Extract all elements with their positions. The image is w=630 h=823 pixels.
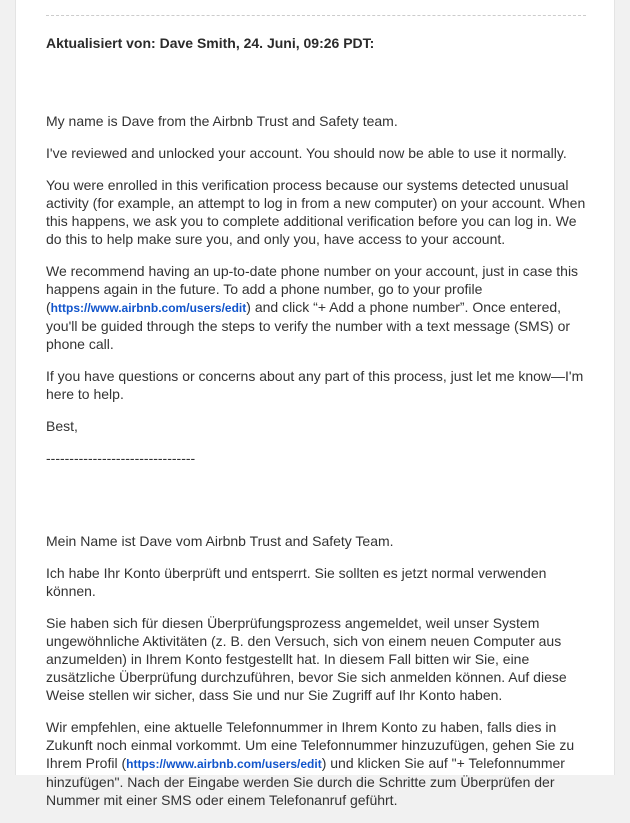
en-reviewed: I've reviewed and unlocked your account. You should now be able to use it normally. bbox=[46, 145, 567, 161]
en-intro: My name is Dave from the Airbnb Trust and Safety team. bbox=[46, 113, 398, 129]
update-header: Aktualisiert von: Dave Smith, 24. Juni, 09:26 PDT: bbox=[46, 35, 375, 51]
en-enrolled: You were enrolled in this verification process because our systems detected unusual activity (for example, an attempt to log in from a new computer) on your account. When this happens, we ask you to complete additional verification before you can log in. We do this to help make sure you, and only you, have access to your account. bbox=[46, 177, 586, 247]
message-card bbox=[15, 0, 615, 808]
de-recommend-before: Wir empfehlen, eine aktuelle Telefonnummer in Ihrem Konto zu haben, falls dies in Zukunft noch einmal vorkommt. Um eine Telefonnummer hinzuzufügen, gehen Sie zu Ihrem Profil ( bbox=[46, 719, 575, 771]
en-recommend-after: ) and click “+ Add a phone number”. Once entered, you'll be guided through the steps to verify the number with a text message (SMS) or phone call. bbox=[46, 299, 571, 352]
de-recommend bbox=[46, 718, 586, 809]
de-reviewed: Ich habe Ihr Konto überprüft und entsperrt. Sie sollten es jetzt normal verwenden können. bbox=[46, 565, 547, 599]
de-profile-link[interactable]: https://www.airbnb.com/users/edit bbox=[126, 757, 322, 771]
de-enrolled: Sie haben sich für diesen Überprüfungsprozess angemeldet, weil unser System ungewöhnliche Aktivitäten (z. B. den Versuch, sich von einem neuen Computer aus anzumelden) in Ihrem Konto festgestellt hat. In diesem Fall bitten wir Sie, eine zusätzliche Überprüfung durchzuführen, bevor Sie sich anmelden können. Auf diese Weise stellen wir sicher, dass Sie und nur Sie Zugriff auf Ihr Konto haben. bbox=[46, 615, 567, 703]
en-questions: If you have questions or concerns about any part of this process, just let me know—I'm here to help. bbox=[46, 368, 584, 402]
en-profile-link[interactable]: https://www.airbnb.com/users/edit bbox=[50, 301, 247, 315]
de-recommend-after: ) und klicken Sie auf "+ Telefonnummer hinzufügen". Nach der Eingabe werden Sie durch die Schritte zum Überprüfen der Nummer mit einer SMS oder einem Telefonanruf geführt. bbox=[46, 755, 565, 808]
en-recommend-before: We recommend having an up-to-date phone number on your account, just in case this happens again in the future. To add a phone number, go to your profile ( bbox=[46, 263, 579, 315]
de-intro: Mein Name ist Dave vom Airbnb Trust and Safety Team. bbox=[46, 533, 394, 549]
en-signoff: Best, bbox=[46, 418, 78, 434]
separator-line: -------------------------------- bbox=[46, 450, 196, 466]
en-recommend bbox=[46, 262, 586, 353]
message-body bbox=[46, 34, 586, 823]
dashed-divider bbox=[46, 15, 586, 16]
